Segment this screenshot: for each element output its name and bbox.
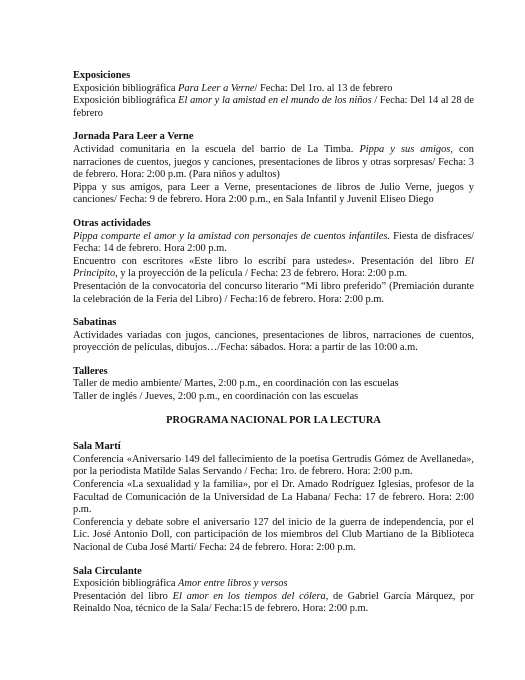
paragraph bbox=[73, 95, 474, 120]
section-3 bbox=[73, 317, 474, 355]
text-run: / Fecha: Del 14 al 28 de febrero bbox=[73, 95, 474, 119]
section-heading: Exposiciones bbox=[73, 70, 131, 81]
section-heading: Sala Circulante bbox=[73, 565, 142, 577]
paragraph bbox=[73, 182, 474, 207]
text-run: con narraciones de cuentos, juegos y canciones, presentaciones de libros y otras sorpresas/ Fecha: 3 de febrero. Hora: 2:00 p.m. (Para niños y adultos) bbox=[73, 143, 474, 181]
paragraph bbox=[73, 256, 474, 281]
text-run: Conferencia «La sexualidad y la familia», por el Dr. Amado Rodríguez Iglesias, profesor de la Facultad de Comunicación de la Universidad de La Habana/ Fecha: 17 de febrero. Hora: 2:00 p.m. bbox=[73, 479, 474, 516]
text-run: Conferencia y debate sobre el aniversario 127 del inicio de la guerra de independencia, por el Lic. José Antonio Doll, con participación de los miembros del Club Martiano de la Biblioteca Nacional de Cuba José Martí/ Fecha: 24 de febrero. Hora: 2:00 p.m. bbox=[73, 516, 474, 553]
text-run: Encuentro con escritores «Este libro lo escribí para ustedes». Presentación del libro bbox=[73, 255, 465, 267]
text-run: , y la proyección de la película / Fecha: 23 de febrero. Hora: 2:00 p.m. bbox=[115, 268, 408, 280]
text-run: Presentación del libro bbox=[73, 590, 173, 602]
italic-title: El amor en los tiempos del cólera bbox=[172, 590, 326, 602]
section-heading: Jornada Para Leer a Verne bbox=[73, 131, 194, 143]
paragraph bbox=[73, 591, 474, 616]
paragraph bbox=[73, 231, 474, 256]
text-run: Conferencia «Aniversario 149 del fallecimiento de la poetisa Gertrudis Gómez de Avellaneda», por la periodista Matilde Salas Servando / Fecha: 1ro. de febrero. Hora: 2:00 p.m. bbox=[73, 453, 474, 478]
paragraph bbox=[73, 330, 474, 355]
section-heading: Sabatinas bbox=[73, 317, 117, 329]
italic-title: El amor y la amistad en el mundo de los niños bbox=[178, 95, 372, 107]
paragraph bbox=[73, 144, 474, 182]
section-7 bbox=[73, 566, 474, 616]
paragraph bbox=[73, 391, 474, 404]
paragraph bbox=[73, 578, 474, 591]
text-run: Actividad comunitaria en la escuela del barrio de La Timba. bbox=[73, 143, 360, 155]
text-run: Taller de inglés / Jueves, 2:00 p.m., en coordinación con las escuelas bbox=[73, 391, 359, 403]
program-heading: PROGRAMA NACIONAL POR LA LECTURA bbox=[166, 414, 381, 426]
text-run: Presentación de la convocatoria del concurso literario “Mi libro preferido” (Premiación durante la celebración de la Feria del Libro) / Fecha:16 de febrero. Hora: 2:00 p.m. bbox=[73, 280, 474, 305]
section-2 bbox=[73, 218, 474, 306]
italic-title: Pippa comparte el amor y la amistad con personajes de cuentos infantiles. bbox=[73, 230, 390, 242]
text-run: Exposición bibliográfica bbox=[73, 578, 179, 590]
paragraph bbox=[73, 517, 474, 555]
text-run: / Fecha: Del 1ro. al 13 de febrero bbox=[254, 82, 393, 94]
paragraph bbox=[73, 454, 474, 479]
section-4 bbox=[73, 366, 474, 404]
italic-title: El Principito bbox=[73, 255, 474, 280]
text-run: Exposición bibliográfica bbox=[73, 82, 179, 94]
text-run: Pippa y sus amigos, para Leer a Verne, presentaciones de libros de Julio Verne, juegos y canciones/ Fecha: 9 de febrero. Hora 2:00 p.m., en Sala Infantil y Juvenil Eliseo Diego bbox=[73, 181, 474, 206]
paragraph bbox=[73, 479, 474, 517]
text-run: Actividades variadas con jugos, canciones, presentaciones de libros, narraciones de cuentos, proyección de películas, dibujos…/Fecha: sábados. Hora: a partir de las 10:00 a.m. bbox=[73, 329, 474, 354]
italic-title: Amor entre libros y versos bbox=[178, 578, 288, 590]
italic-title: Pippa y sus amigos, bbox=[359, 143, 453, 155]
section-6 bbox=[73, 441, 474, 554]
section-heading: Sala Martí bbox=[73, 441, 121, 453]
text-run: Fiesta de disfraces/ Fecha: 14 de febrero. Hora 2:00 p.m. bbox=[73, 230, 474, 255]
paragraph bbox=[73, 378, 474, 391]
section-heading: Otras actividades bbox=[73, 217, 151, 229]
text-run: , de Gabriel García Márquez, por Reinaldo Noa, técnico de la Sala/ Fecha:15 de febrero. Hora: 2:00 p.m. bbox=[73, 590, 474, 615]
section-1 bbox=[73, 131, 474, 207]
italic-title: Para Leer a Verne bbox=[178, 82, 255, 94]
section-heading: Talleres bbox=[73, 365, 108, 377]
paragraph bbox=[73, 83, 474, 96]
text-run: Taller de medio ambiente/ Martes, 2:00 p.m., en coordinación con las escuelas bbox=[73, 378, 399, 390]
paragraph bbox=[73, 281, 474, 306]
section-0 bbox=[73, 70, 474, 120]
text-run: Exposición bibliográfica bbox=[73, 95, 179, 107]
